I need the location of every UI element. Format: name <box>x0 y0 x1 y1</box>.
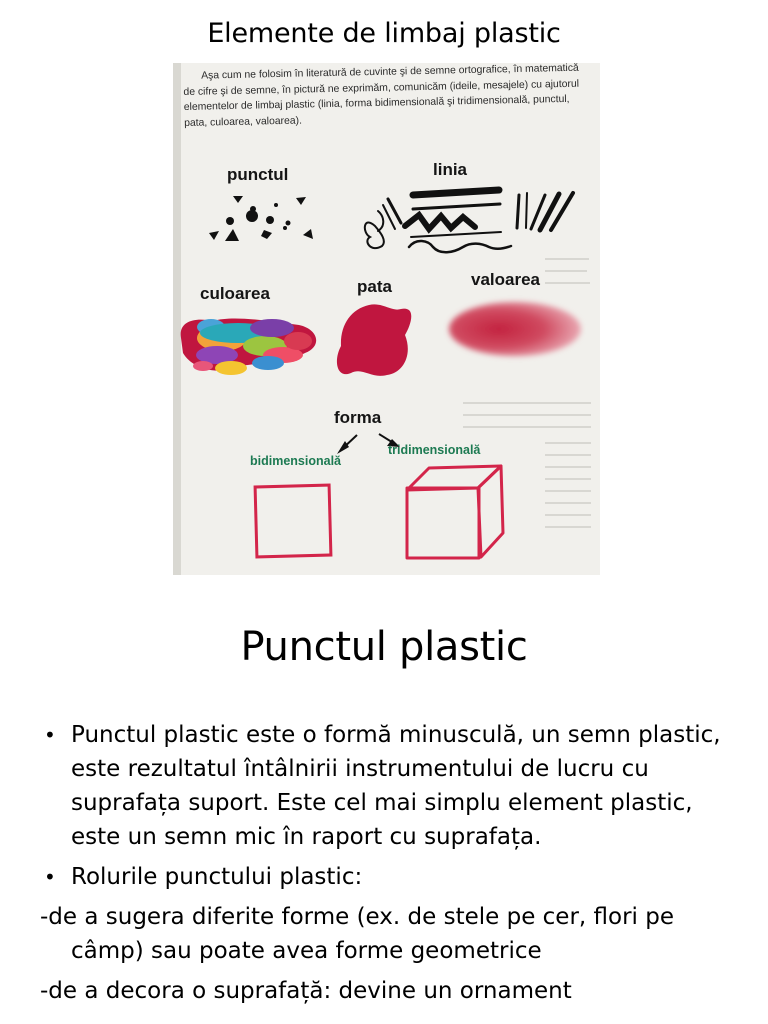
cube-3d-illustration <box>407 466 503 558</box>
bullet-dot-icon: • <box>44 865 56 889</box>
square-2d-illustration <box>255 485 331 557</box>
textbook-photo <box>173 63 600 575</box>
ghost-text-lines <box>463 259 591 527</box>
dots-illustration <box>209 196 313 241</box>
label-punctul: punctul <box>227 165 289 184</box>
bullet-text: Rolurile punctului plastic: <box>71 864 363 890</box>
label-culoarea: culoarea <box>200 284 270 303</box>
label-valoarea: valoarea <box>471 270 540 289</box>
label-pata: pata <box>357 277 392 296</box>
dash-item: -de a decora o suprafață: devine un ornament <box>40 978 572 1004</box>
dash-item: -de a sugera diferite forme (ex. de stele pe cer, flori pe câmp) sau poate avea forme geometrice <box>40 904 675 964</box>
slide-content <box>40 718 740 1014</box>
value-gradient-illustration <box>449 302 581 356</box>
label-tridimensionala: tridimensională <box>388 443 481 457</box>
label-forma: forma <box>334 408 382 427</box>
label-bidimensionala: bidimensională <box>250 454 341 468</box>
label-linia: linia <box>433 160 468 179</box>
bullet-item <box>40 860 740 894</box>
color-patches-illustration <box>181 318 317 375</box>
bullet-item <box>40 718 740 854</box>
stain-illustration <box>337 304 411 375</box>
textbook-illustration <box>173 63 600 575</box>
bullet-dot-icon: • <box>44 723 56 747</box>
lines-illustration <box>365 190 573 252</box>
page-edge-shadow <box>173 63 181 575</box>
slide-title-elemente: Elemente de limbaj plastic <box>207 18 561 49</box>
intro-paragraph: Aşa cum ne folosim în literatură de cuvinte şi de semne ortografice, în matematică de cifre şi de semne, în pictură ne exprimăm, comunicăm (ideile, mesajele) cu ajutorul elementelor de limbaj plastic (linia, forma bidimensională şi tridimensională, punctul, pata, culoarea, valoarea). <box>183 63 580 129</box>
bullet-text: Punctul plastic este o formă minusculă, un semn plastic, este rezultatul întâlnirii instrumentului de lucru cu suprafața suport. Este cel mai simplu element plastic, este un semn mic în raport cu suprafața. <box>71 722 721 850</box>
slide-title-punctul-plastic: Punctul plastic <box>240 624 528 670</box>
